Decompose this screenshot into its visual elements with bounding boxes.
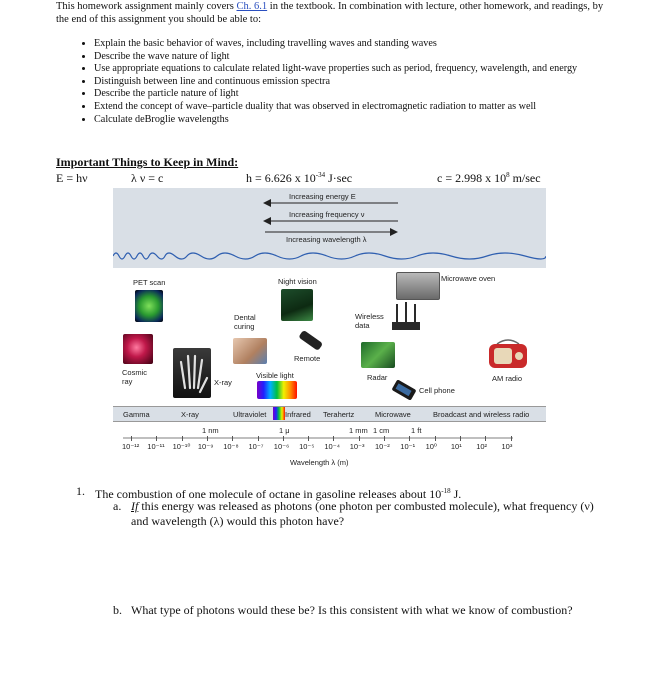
axis-tick-mark — [485, 436, 486, 441]
axis-tick-mark — [258, 436, 259, 441]
scale-1ft: 1 ft — [411, 426, 422, 435]
pet-scan-image — [135, 290, 163, 322]
axis-tick-mark — [182, 436, 183, 441]
goal-item: • Distinguish between line and continuous emission spectra — [94, 76, 634, 89]
axis-tick-label: 10⁻¹² — [122, 442, 140, 451]
goal-item: • Explain the basic behavior of waves, including travelling waves and standing waves — [94, 38, 634, 51]
question-1a-text: If this energy was released as photons (one photon per combusted molecule), what frequency (ν) and wavelength (λ) would this photon have? — [131, 499, 594, 528]
axis-tick-label: 10⁻⁵ — [299, 442, 315, 451]
axis-tick-mark — [460, 436, 461, 441]
question-1b-label: b. — [113, 603, 122, 617]
cosmic-ray-image — [123, 334, 153, 364]
cosmic-ray-label: Cosmic ray — [122, 368, 148, 386]
axis-tick-mark — [283, 436, 284, 441]
band-microwave: Microwave — [375, 410, 411, 419]
axis-tick-label: 10⁻⁹ — [197, 442, 214, 451]
dental-curing-image — [233, 338, 267, 364]
wireless-router-image — [389, 302, 423, 332]
intro-paragraph: This homework assignment mainly covers Ch. 6.1 in the textbook. In combination with lecture, other homework, and readings, by the end of this assignment you should be able to: — [56, 1, 604, 25]
visible-band-swatch — [273, 407, 285, 420]
cell-phone-image — [389, 380, 419, 404]
axis-tick-label: 10⁻¹⁰ — [172, 442, 191, 451]
formula-energy: E = hν — [56, 171, 88, 185]
chapter-link[interactable]: Ch. 6.1 — [236, 1, 268, 12]
arrow-frequency-label: Increasing frequency ν — [289, 210, 365, 219]
radar-image — [361, 342, 395, 368]
scale-1mm: 1 mm — [349, 426, 368, 435]
band-xray: X-ray — [181, 410, 199, 419]
band-infrared: Infrared — [285, 410, 311, 419]
visible-light-prism — [257, 381, 297, 399]
night-vision-image — [281, 289, 313, 321]
formula-planck: h = 6.626 x $10^{-34}$ J·sec — [246, 171, 353, 185]
axis-tick-label: 10⁻⁶ — [273, 442, 290, 451]
section-heading: Important Things to Keep in Mind: — [56, 155, 239, 169]
arrow-wavelength-label: Increasing wavelength λ — [286, 235, 367, 244]
band-terahertz: Terahertz — [323, 410, 355, 419]
axis-tick-mark — [308, 436, 309, 441]
night-vision-label: Night vision — [278, 277, 317, 286]
axis-tick-label: 10⁻⁴ — [324, 442, 340, 451]
remote-label: Remote — [294, 354, 321, 363]
axis-tick-label: 10⁰ — [425, 442, 437, 451]
axis-tick-label: 10⁻¹¹ — [147, 442, 165, 451]
axis-tick-mark — [333, 436, 334, 441]
axis-tick-label: 10³ — [501, 442, 513, 451]
scale-1micron: 1 μ — [279, 426, 290, 435]
formula-wave: λ ν = c — [131, 171, 164, 185]
remote-control-image — [295, 328, 325, 356]
radar-label: Radar — [367, 373, 388, 382]
scale-1nm: 1 nm — [202, 426, 219, 435]
axis-tick-mark — [384, 436, 385, 441]
goal-item: • Calculate deBroglie wavelengths — [94, 114, 634, 127]
axis-tick-mark — [232, 436, 233, 441]
axis-tick-label: 10⁻³ — [349, 442, 365, 451]
microwave-oven-image — [396, 272, 440, 300]
axis-tick-mark — [435, 436, 436, 441]
axis-tick-mark — [359, 436, 360, 441]
axis-tick-mark — [409, 436, 410, 441]
wireless-data-label: Wireless data — [355, 312, 384, 330]
axis-tick-label: 10⁻¹ — [400, 442, 416, 451]
band-ultraviolet: Ultraviolet — [233, 410, 267, 419]
cell-phone-label: Cell phone — [419, 386, 455, 395]
question-1b-text: What type of photons would these be? Is this consistent with what we know of combustion? — [131, 603, 573, 617]
arrow-energy-label: Increasing energy E — [289, 192, 356, 201]
band-radio: Broadcast and wireless radio — [433, 410, 530, 419]
formula-light-speed: c = 2.998 x $10^8$ m/sec — [437, 171, 541, 185]
microwave-oven-label: Microwave oven — [441, 274, 496, 283]
xray-image-label: X-ray — [214, 378, 232, 387]
axis-tick-label: 10⁻² — [375, 442, 390, 451]
question-1-text: The combustion of one molecule of octane in gasoline releases about $10^{-18}$ J. — [95, 487, 462, 501]
goal-item: • Describe the wave nature of light — [94, 51, 634, 64]
axis-tick-label: 10⁻⁸ — [223, 442, 239, 451]
am-radio-label: AM radio — [492, 374, 523, 383]
tick-row — [113, 436, 546, 456]
axis-tick-mark — [156, 436, 157, 441]
band-gamma: Gamma — [123, 410, 150, 419]
am-radio-image — [487, 336, 529, 370]
axis-tick-label: 10¹ — [450, 442, 462, 451]
xray-hand-image — [173, 348, 211, 398]
axis-label: Wavelength λ (m) — [290, 458, 349, 467]
scale-1cm: 1 cm — [373, 426, 390, 435]
goal-item: • Use appropriate equations to calculate related light-wave properties such as period, frequency, wavelength, and energy — [94, 63, 634, 76]
dental-curing-label: Dental curing — [234, 313, 256, 331]
axis-tick-label: 10² — [476, 442, 488, 451]
visible-light-label: Visible light — [256, 371, 294, 380]
learning-goals-list — [56, 38, 634, 126]
pet-scan-label: PET scan — [133, 278, 166, 287]
axis-tick-mark — [131, 436, 132, 441]
axis-tick-label: 10⁻⁷ — [248, 442, 264, 451]
em-spectrum-figure — [113, 188, 546, 488]
question-1-number: 1. — [76, 484, 85, 498]
question-1a-label: a. — [113, 499, 122, 513]
axis-tick-mark — [207, 436, 208, 441]
axis-tick-mark — [511, 436, 512, 441]
goal-item: • Extend the concept of wave–particle duality that was observed in electromagnetic radiation to matter as well — [94, 101, 634, 114]
goal-item: • Describe the particle nature of light — [94, 88, 634, 101]
